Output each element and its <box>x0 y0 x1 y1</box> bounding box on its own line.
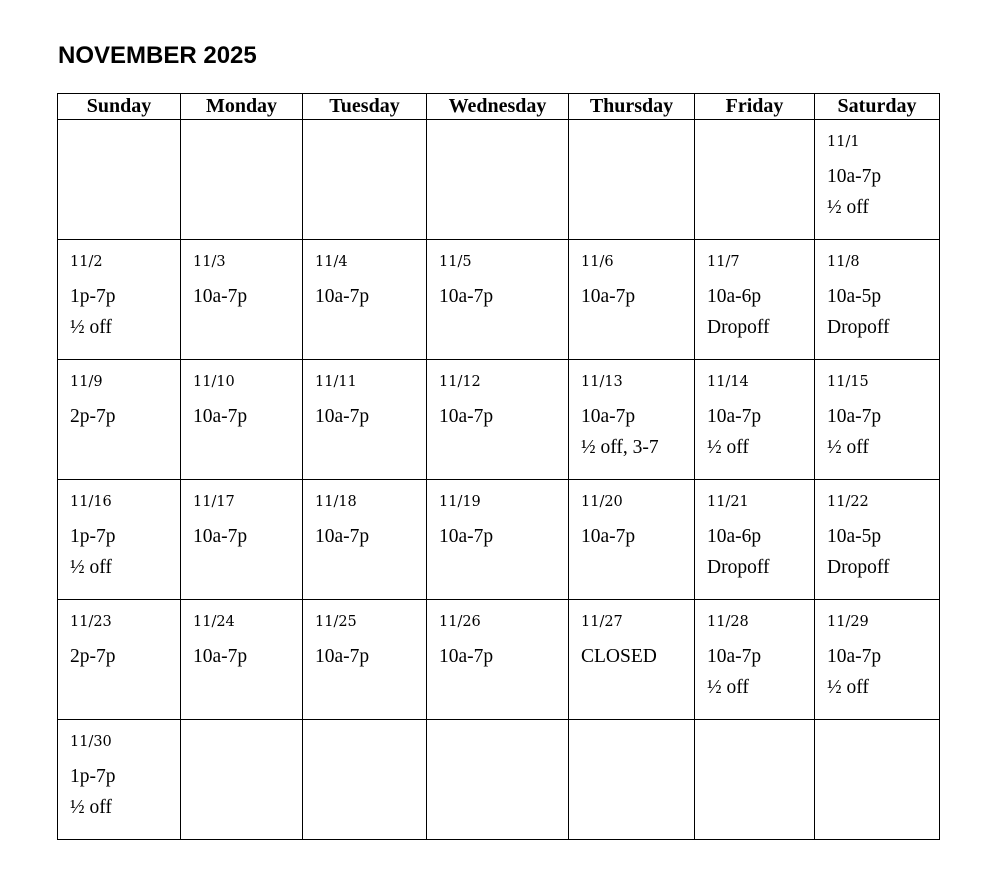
day-cell <box>58 360 181 480</box>
day-date: 11/2 <box>70 254 103 270</box>
day-note: ½ off <box>827 197 869 218</box>
day-cell-content <box>181 360 302 432</box>
day-date: 11/22 <box>827 494 869 510</box>
week-row <box>58 720 940 840</box>
day-cell <box>569 600 695 720</box>
day-note: ½ off <box>827 677 869 698</box>
empty-day-cell <box>303 720 427 840</box>
day-hours: 10a-7p <box>581 406 636 427</box>
day-note: ½ off <box>707 677 749 698</box>
empty-day-cell <box>58 120 181 240</box>
day-cell <box>181 360 303 480</box>
day-date: 11/8 <box>827 254 860 270</box>
day-note: Dropoff <box>827 557 890 578</box>
day-hours: 1p-7p <box>70 766 116 787</box>
day-note: ½ off, 3-7 <box>581 437 659 458</box>
weekday-header-sunday: Sunday <box>58 94 181 120</box>
day-cell-content <box>181 240 302 312</box>
day-cell-content <box>427 240 568 312</box>
day-cell-content <box>569 360 694 463</box>
day-note: ½ off <box>707 437 749 458</box>
day-note: Dropoff <box>707 317 770 338</box>
day-cell-content <box>815 240 939 343</box>
day-cell <box>815 480 940 600</box>
day-cell-content <box>569 240 694 312</box>
day-cell-content <box>815 600 939 703</box>
day-cell-content <box>427 360 568 432</box>
day-hours: 10a-7p <box>439 286 494 307</box>
day-hours: 10a-7p <box>193 286 248 307</box>
day-hours: 10a-7p <box>707 406 762 427</box>
day-cell-content <box>58 360 180 432</box>
day-note: ½ off <box>70 317 112 338</box>
week-row <box>58 240 940 360</box>
empty-day-cell <box>569 720 695 840</box>
day-date: 11/3 <box>193 254 226 270</box>
day-cell-content <box>695 480 814 583</box>
empty-day-cell <box>815 720 940 840</box>
day-date: 11/15 <box>827 374 869 390</box>
day-cell <box>569 240 695 360</box>
day-date: 11/7 <box>707 254 740 270</box>
day-date: 11/30 <box>70 734 112 750</box>
day-cell-content <box>181 480 302 552</box>
day-hours: 10a-7p <box>581 526 636 547</box>
day-date: 11/29 <box>827 614 869 630</box>
empty-day-cell <box>427 120 569 240</box>
day-cell <box>695 360 815 480</box>
week-row <box>58 120 940 240</box>
weekday-header-row <box>58 94 940 120</box>
day-date: 11/18 <box>315 494 357 510</box>
empty-day-cell <box>303 120 427 240</box>
day-date: 11/16 <box>70 494 112 510</box>
day-date: 11/26 <box>439 614 481 630</box>
day-cell <box>181 240 303 360</box>
day-date: 11/12 <box>439 374 481 390</box>
day-date: 11/14 <box>707 374 749 390</box>
day-hours: 2p-7p <box>70 406 116 427</box>
day-hours: 1p-7p <box>70 286 116 307</box>
day-date: 11/4 <box>315 254 348 270</box>
calendar-body <box>58 120 940 840</box>
day-cell-content <box>815 360 939 463</box>
day-hours: 10a-7p <box>827 166 882 187</box>
day-cell <box>815 240 940 360</box>
day-date: 11/24 <box>193 614 235 630</box>
day-hours: 10a-7p <box>193 526 248 547</box>
day-cell-content <box>427 480 568 552</box>
day-date: 11/13 <box>581 374 623 390</box>
day-date: 11/19 <box>439 494 481 510</box>
day-hours: 10a-7p <box>707 646 762 667</box>
day-hours: 10a-7p <box>439 406 494 427</box>
day-cell <box>303 360 427 480</box>
day-hours: 10a-7p <box>581 286 636 307</box>
day-cell <box>695 240 815 360</box>
day-cell-content <box>58 720 180 823</box>
day-note: ½ off <box>70 797 112 818</box>
day-cell-content <box>303 360 426 432</box>
empty-day-cell <box>427 720 569 840</box>
day-cell <box>569 360 695 480</box>
day-cell <box>303 240 427 360</box>
day-cell <box>427 480 569 600</box>
day-hours: 10a-7p <box>315 286 370 307</box>
day-cell-content <box>695 600 814 703</box>
empty-day-cell <box>569 120 695 240</box>
day-hours: 10a-7p <box>827 406 882 427</box>
empty-day-cell <box>695 720 815 840</box>
day-cell-content <box>569 480 694 552</box>
day-note: Dropoff <box>707 557 770 578</box>
day-date: 11/10 <box>193 374 235 390</box>
day-cell-content <box>58 600 180 672</box>
calendar-table <box>57 93 940 840</box>
day-cell <box>58 480 181 600</box>
day-cell <box>427 600 569 720</box>
day-cell <box>181 600 303 720</box>
weekday-header-saturday: Saturday <box>815 94 940 120</box>
day-hours: 10a-7p <box>315 526 370 547</box>
day-cell <box>695 600 815 720</box>
day-cell-content <box>815 120 939 223</box>
day-date: 11/6 <box>581 254 614 270</box>
day-cell <box>815 120 940 240</box>
day-cell-content <box>58 240 180 343</box>
empty-day-cell <box>181 120 303 240</box>
day-cell-content <box>569 600 694 672</box>
day-cell <box>815 360 940 480</box>
day-date: 11/11 <box>315 374 357 390</box>
day-cell-content <box>815 480 939 583</box>
weekday-header-thursday: Thursday <box>569 94 695 120</box>
day-cell-content <box>303 480 426 552</box>
day-cell <box>181 480 303 600</box>
day-note: ½ off <box>827 437 869 458</box>
day-note: Dropoff <box>827 317 890 338</box>
empty-day-cell <box>181 720 303 840</box>
day-hours: 10a-6p <box>707 526 762 547</box>
day-date: 11/21 <box>707 494 749 510</box>
day-date: 11/20 <box>581 494 623 510</box>
day-cell-content <box>303 600 426 672</box>
day-date: 11/17 <box>193 494 235 510</box>
weekday-header-tuesday: Tuesday <box>303 94 427 120</box>
day-cell <box>427 360 569 480</box>
day-hours: 10a-5p <box>827 286 882 307</box>
day-cell <box>58 720 181 840</box>
day-hours: 10a-7p <box>439 646 494 667</box>
day-hours: 10a-6p <box>707 286 762 307</box>
week-row <box>58 360 940 480</box>
day-cell <box>695 480 815 600</box>
day-cell <box>303 480 427 600</box>
day-cell-content <box>695 360 814 463</box>
day-hours: 10a-7p <box>315 406 370 427</box>
weekday-header-monday: Monday <box>181 94 303 120</box>
day-cell <box>569 480 695 600</box>
day-hours: 10a-7p <box>315 646 370 667</box>
week-row <box>58 600 940 720</box>
day-hours: 10a-7p <box>193 646 248 667</box>
day-cell <box>303 600 427 720</box>
day-cell-content <box>181 600 302 672</box>
day-hours: 10a-7p <box>193 406 248 427</box>
day-date: 11/1 <box>827 134 860 150</box>
day-hours: 10a-7p <box>827 646 882 667</box>
week-row <box>58 480 940 600</box>
day-date: 11/28 <box>707 614 749 630</box>
day-cell-content <box>695 240 814 343</box>
day-date: 11/23 <box>70 614 112 630</box>
day-cell <box>58 240 181 360</box>
day-cell-content <box>427 600 568 672</box>
day-hours: 2p-7p <box>70 646 116 667</box>
day-cell <box>58 600 181 720</box>
day-cell <box>815 600 940 720</box>
page-title: NOVEMBER 2025 <box>58 42 257 69</box>
day-date: 11/25 <box>315 614 357 630</box>
day-date: 11/5 <box>439 254 472 270</box>
weekday-header-wednesday: Wednesday <box>427 94 569 120</box>
day-cell-content <box>303 240 426 312</box>
day-hours: 10a-7p <box>439 526 494 547</box>
empty-day-cell <box>695 120 815 240</box>
day-note: ½ off <box>70 557 112 578</box>
day-date: 11/9 <box>70 374 103 390</box>
day-cell <box>427 240 569 360</box>
weekday-header-friday: Friday <box>695 94 815 120</box>
day-hours: CLOSED <box>581 646 657 667</box>
day-hours: 10a-5p <box>827 526 882 547</box>
day-cell-content <box>58 480 180 583</box>
day-hours: 1p-7p <box>70 526 116 547</box>
day-date: 11/27 <box>581 614 623 630</box>
